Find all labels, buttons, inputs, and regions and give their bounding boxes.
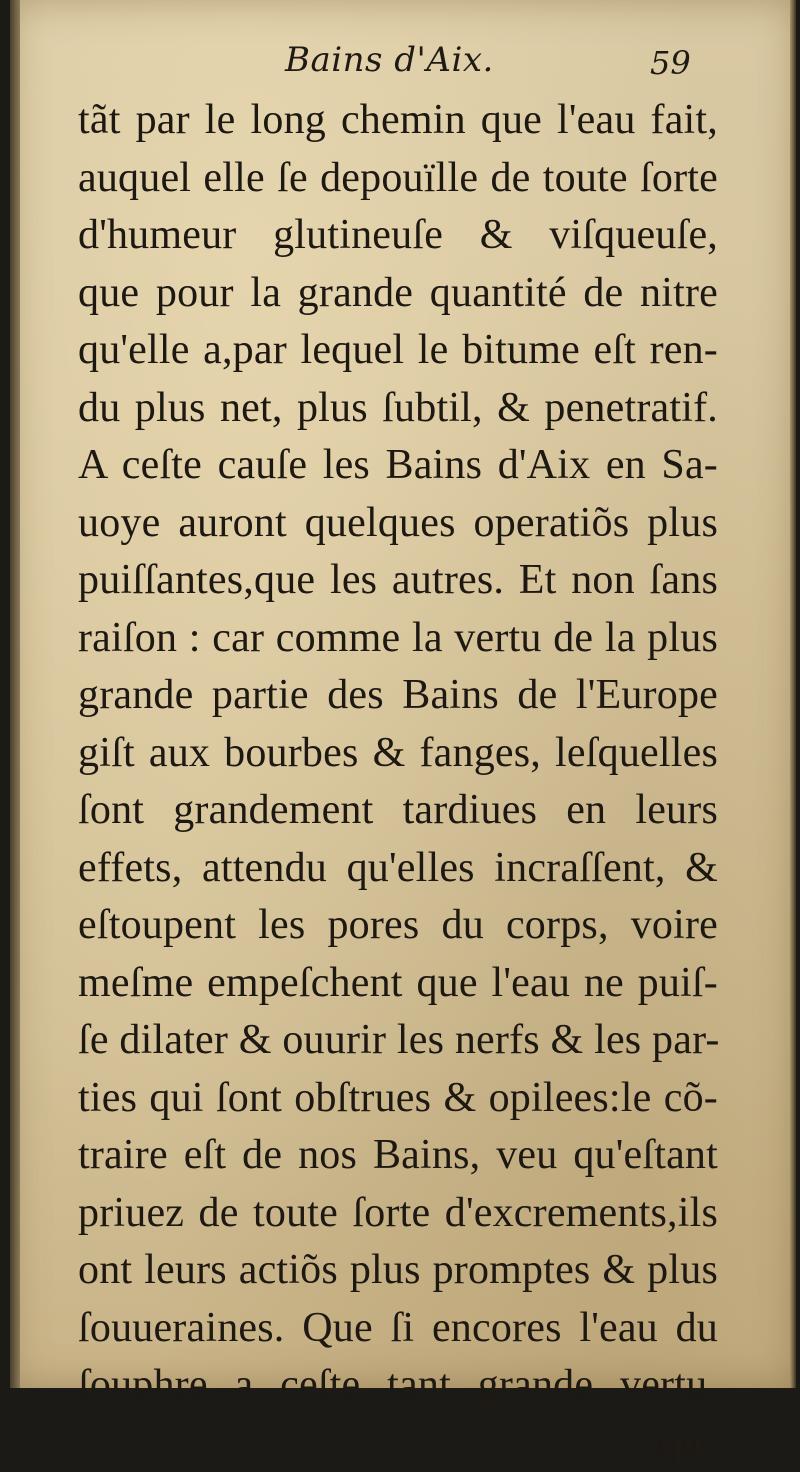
text-line: ſouphre a ceſte tant grande vertu, [78, 1357, 718, 1415]
text-line: giſt aux bourbes & fanges, leſquelles [78, 725, 718, 783]
text-line: uoye auront quelques operatiõs plus [78, 495, 718, 553]
text-line: ſe dilater & ouurir les nerfs & les par- [78, 1012, 718, 1070]
text-line: effets, attendu qu'elles incraſſent, & [78, 840, 718, 898]
body-text [78, 92, 718, 1472]
text-line: traire eſt de nos Bains, veu qu'eſtant [78, 1127, 718, 1185]
text-line: ont leurs actiõs plus promptes & plus [78, 1242, 718, 1300]
text-line: puiſſantes,que les autres. Et non ſans [78, 552, 718, 610]
running-title: Bains d'Aix. [285, 40, 494, 80]
text-line: priuez de toute ſorte d'excrements,ils [78, 1185, 718, 1243]
text-line: qu'elle a,par lequel le bitume eſt ren- [78, 322, 718, 380]
text-line: tãt par le long chemin que l'eau fait, [78, 92, 718, 150]
catchword: que [78, 1415, 718, 1472]
text-line: ſouueraines. Que ſi encores l'eau du [78, 1300, 718, 1358]
page-edge-shadow [790, 0, 796, 1388]
text-line: du plus net, plus ſubtil, & penetratif. [78, 380, 718, 438]
page-number: 59 [650, 44, 691, 82]
book-page [10, 0, 796, 1388]
text-line: raiſon : car comme la vertu de la plus [78, 610, 718, 668]
text-line: grande partie des Bains de l'Europe [78, 667, 718, 725]
text-line: que pour la grande quantité de nitre [78, 265, 718, 323]
text-line: meſme empeſchent que l'eau ne puiſ- [78, 955, 718, 1013]
text-line: eſtoupent les pores du corps, voire [78, 897, 718, 955]
running-head [10, 40, 796, 90]
text-line: ties qui ſont obſtrues & opilees:le cõ- [78, 1070, 718, 1128]
text-line: d'humeur glutineuſe & viſqueuſe, [78, 207, 718, 265]
text-line: ſont grandement tardiues en leurs [78, 782, 718, 840]
text-line: A ceſte cauſe les Bains d'Aix en Sa- [78, 437, 718, 495]
text-line: auquel elle ſe depouïlle de toute ſorte [78, 150, 718, 208]
page-gutter-shadow [10, 0, 20, 1388]
